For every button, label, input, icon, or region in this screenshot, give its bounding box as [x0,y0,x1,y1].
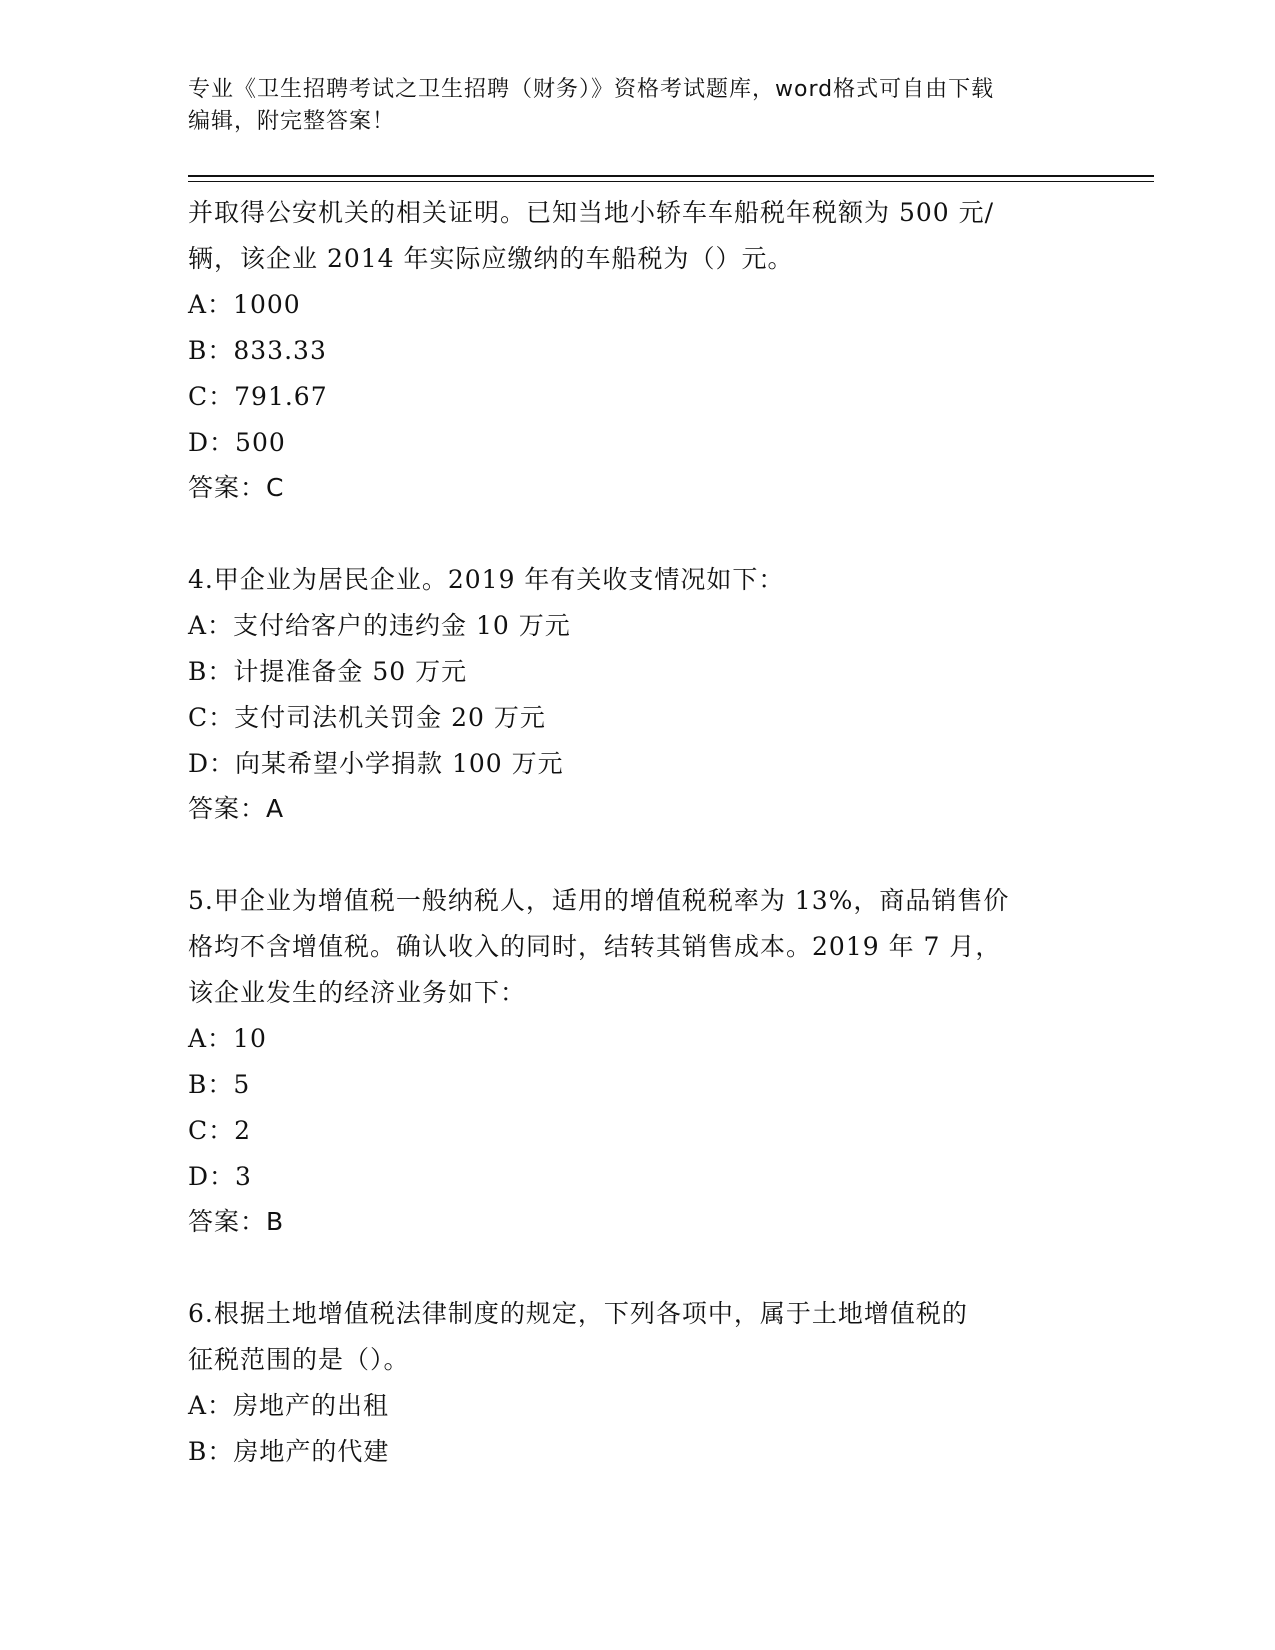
question-content [188,190,1088,1475]
option-d: D：向某希望小学捐款 100 万元 [188,749,564,778]
option-b: B：833.33 [188,336,327,365]
question-stem-line: 并取得公安机关的相关证明。已知当地小轿车车船税年税额为 500 元/ [188,198,995,227]
header-line-2: 编辑，附完整答案！ [188,109,396,134]
answer: 答案：C [188,473,285,502]
option-a: A：10 [188,1024,267,1053]
header-rule-thin [188,181,1154,182]
question-stem-line: 格均不含增值税。确认收入的同时，结转其销售成本。2019 年 7 月， [188,932,1002,961]
question-stem-line: 6.根据土地增值税法律制度的规定，下列各项中，属于土地增值税的 [188,1299,968,1328]
header-line-1: 专业《卫生招聘考试之卫生招聘（财务）》资格考试题库，word格式可自由下载 [188,77,995,102]
question-3 [188,190,1088,510]
option-a: A：房地产的出租 [188,1391,390,1420]
option-b: B：5 [188,1070,251,1099]
question-4 [188,557,1088,831]
answer: 答案：B [188,1207,285,1236]
question-stem-line: 5.甲企业为增值税一般纳税人，适用的增值税税率为 13%，商品销售价 [188,886,1010,915]
option-b: B：房地产的代建 [188,1437,390,1466]
option-c: C：2 [188,1116,252,1145]
option-a: A：1000 [188,290,301,319]
option-b: B：计提准备金 50 万元 [188,657,468,686]
question-6 [188,1291,1088,1475]
document-header [188,74,1068,138]
header-rule-thick [188,175,1154,177]
option-d: D：500 [188,428,286,457]
option-c: C：791.67 [188,382,328,411]
question-5 [188,878,1088,1244]
question-stem-line: 该企业发生的经济业务如下： [188,978,527,1007]
answer: 答案：A [188,794,285,823]
option-a: A：支付给客户的违约金 10 万元 [188,611,571,640]
question-stem-line: 征税范围的是（）。 [188,1345,410,1374]
question-stem-line: 辆，该企业 2014 年实际应缴纳的车船税为（）元。 [188,244,794,273]
question-stem-line: 4.甲企业为居民企业。2019 年有关收支情况如下： [188,565,785,594]
option-c: C：支付司法机关罚金 20 万元 [188,703,546,732]
option-d: D：3 [188,1162,252,1191]
